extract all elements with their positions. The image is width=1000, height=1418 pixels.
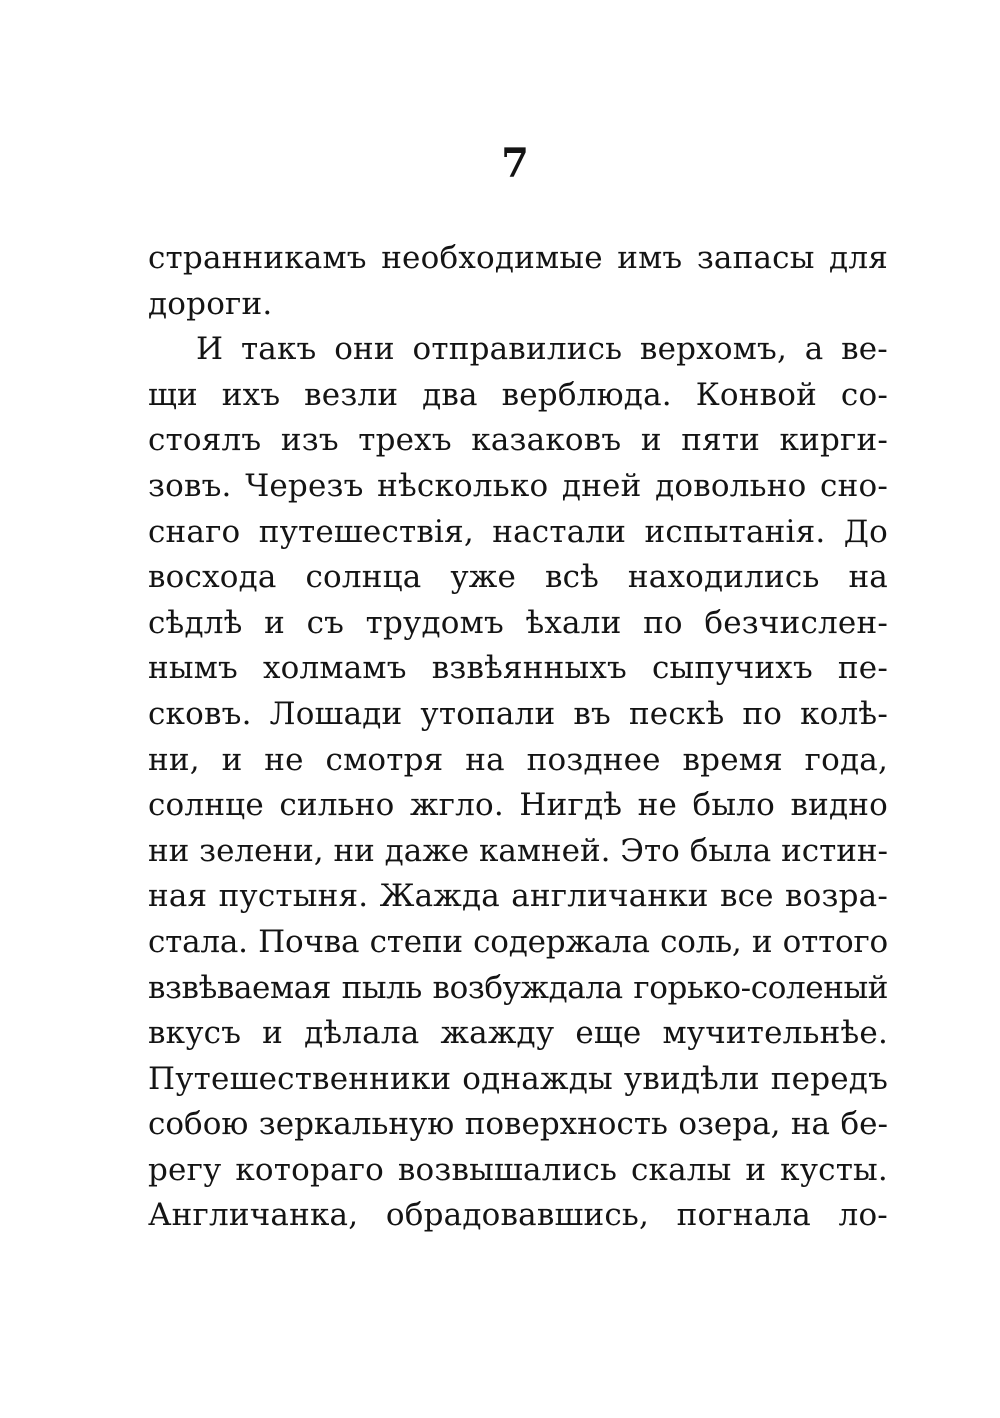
- text-line: взвѣваемая пыль возбуждала горько-соленый: [148, 969, 888, 1006]
- text-line: собою зеркальную поверхность озера, на бе-: [148, 1106, 888, 1143]
- page-number: 7: [501, 140, 529, 187]
- text-line: снаго путешествія, настали испытанія. До: [148, 513, 888, 550]
- text-line: солнце сильно жгло. Нигдѣ не было видно: [148, 787, 888, 824]
- text-line: Путешественники однажды увидѣли передъ: [148, 1060, 888, 1097]
- text-line: ни, и не смотря на позднее время года,: [148, 741, 888, 778]
- text-line: ни зелени, ни даже камней. Это была истин-: [148, 832, 889, 869]
- text-line: регу котораго возвышались скалы и кусты.: [148, 1151, 888, 1188]
- text-line: стоялъ изъ трехъ казаковъ и пяти кирги-: [148, 422, 888, 459]
- body-text: [148, 236, 888, 1239]
- text-line: И такъ они отправились верхомъ, а ве-: [196, 331, 888, 368]
- text-line: ная пустыня. Жажда англичанки все возра-: [148, 878, 888, 915]
- text-line: стала. Почва степи содержала соль, и оттого: [148, 923, 888, 960]
- text-line: дороги.: [148, 285, 273, 322]
- text-line: вкусъ и дѣлала жажду еще мучительнѣе.: [148, 1015, 888, 1052]
- text-line: щи ихъ везли два верблюда. Конвой со-: [148, 376, 888, 413]
- text-line: нымъ холмамъ взвѣянныхъ сыпучихъ пе-: [148, 650, 888, 687]
- text-line: Англичанка, обрадовавшись, погнала ло-: [148, 1197, 888, 1234]
- text-line: зовъ. Черезъ нѣсколько дней довольно сно-: [148, 467, 888, 504]
- text-line: странникамъ необходимые имъ запасы для: [148, 240, 888, 276]
- text-line: восхода солнца уже всѣ находились на: [148, 559, 888, 596]
- text-line: сѣдлѣ и съ трудомъ ѣхали по безчислен-: [148, 604, 888, 641]
- text-line: сковъ. Лошади утопали въ пескѣ по колѣ-: [148, 695, 888, 732]
